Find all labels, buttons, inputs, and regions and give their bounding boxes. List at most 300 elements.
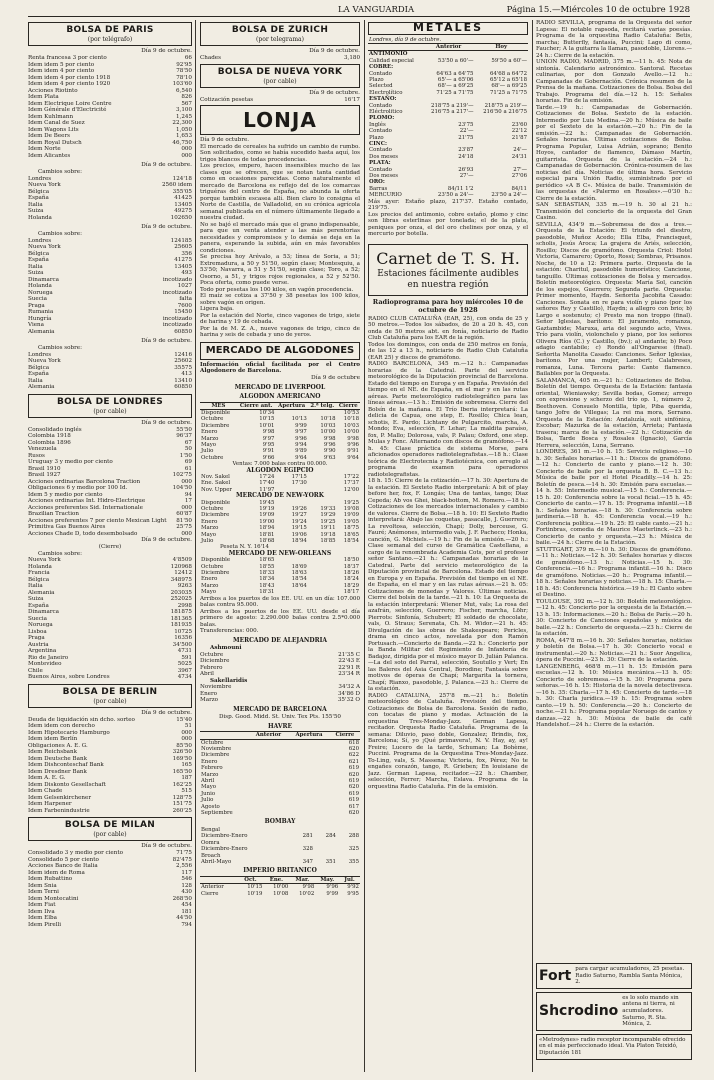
table-cell: 18'50 bbox=[343, 557, 359, 564]
table-cell: Julio bbox=[201, 448, 214, 455]
item-value: 181875 bbox=[170, 609, 192, 615]
item-label: Acciones preferentes Sid. Internationale bbox=[28, 504, 143, 511]
item-value: 181365 bbox=[170, 615, 192, 622]
advertisement bbox=[536, 992, 692, 1031]
item-label: Idem Ilva bbox=[28, 908, 55, 915]
table-cell: 19'09 bbox=[259, 512, 275, 519]
table-cell: 9'97 bbox=[262, 435, 275, 442]
item-label: Londres bbox=[28, 237, 52, 244]
table-cell: 71'25 a 71'75 bbox=[489, 89, 527, 96]
table-cell: 68'— a 69'25 bbox=[437, 83, 474, 90]
table-cell: 18'64 bbox=[291, 582, 307, 589]
cambios-date: Día 9 de octubre. bbox=[141, 162, 192, 168]
table-cell: 9'63 bbox=[323, 454, 336, 461]
imperio-table bbox=[200, 876, 360, 897]
item-value: 44'50 bbox=[176, 915, 192, 921]
table-cell: 68'— a 69'25 bbox=[491, 83, 527, 90]
table-cell: 9'96 bbox=[347, 441, 359, 448]
table-cell: 10'34 bbox=[259, 409, 275, 416]
metal-group-name: ORO: bbox=[369, 179, 385, 186]
liverpool-sub: ALGODON AMERICANO bbox=[239, 393, 321, 400]
item-value: 17 bbox=[184, 498, 192, 504]
table-cell: 59'50 a 60'— bbox=[491, 57, 527, 64]
table-cell: 22'12 bbox=[511, 128, 527, 135]
paragraph: Los precios, empero, hacen insensibles mucho de las clases que se ofrecen, que se notan tanta cantidad como en ocasiones parecidas. Como naturalmente el mercado de Barcelona es reflejo del de los comarcas triguéras del centro de España, no abunda la oferta porque también escasea allí. Bien claro lo consigna el Norte de Castilla, de Valladolid, en su crónica agrícola semanal publicada en el número últimamente llegado a nuestra ciudad. bbox=[200, 163, 360, 221]
table-cell: 19'27 bbox=[291, 512, 307, 519]
item-value: 16'17 bbox=[344, 96, 360, 103]
table-cell: Contado bbox=[369, 70, 392, 77]
item-label: Italia bbox=[28, 263, 43, 270]
table-cell: 622 bbox=[348, 752, 359, 759]
table-cell: Nov. Upper bbox=[201, 486, 233, 493]
item-label: Londres bbox=[28, 351, 52, 358]
item-label: Suiza bbox=[28, 270, 44, 276]
table-cell: Oomra bbox=[201, 839, 220, 846]
item-label: Deuda de liquidación sin dcho. sorteo bbox=[28, 716, 135, 723]
table-cell: 9'98 bbox=[347, 435, 359, 442]
table-row bbox=[200, 810, 360, 816]
item-value: 60'87 bbox=[176, 511, 192, 517]
table-cell: 10'02 bbox=[299, 890, 315, 897]
table-cell: 10'03 bbox=[320, 422, 336, 429]
table-cell: 9'99 bbox=[326, 890, 339, 897]
item-value: 1,245 bbox=[175, 113, 192, 120]
item-value: 51 bbox=[184, 723, 192, 729]
item-label: Italia bbox=[28, 583, 43, 589]
table-cell: 21'75 bbox=[458, 134, 474, 141]
radio-program-part-1 bbox=[368, 316, 528, 791]
table-cell: Junio bbox=[201, 790, 216, 797]
item-value: 15450 bbox=[174, 309, 192, 315]
paragraph: TOULOUSE, 392 m.—12 h. 30: Boletín meteorológico.—12 h. 45: Concierto por la orquesta de la Estación.—13 h. 15: Informaciones.—20 h.: Bolsa de París.—20 h. 30: Concierto de Canciones españolas y música de baile.—22 h.: Concierto de orquesta.—23 h.: Cierre de la estación. bbox=[536, 598, 692, 637]
table-cell: 19'15 bbox=[291, 525, 307, 532]
table-cell: 18'31 bbox=[259, 589, 275, 596]
metal-group-name: PLOMO: bbox=[369, 115, 395, 122]
list-item bbox=[200, 55, 360, 62]
orleans-title: MERCADO DE NEW-ORLEANS bbox=[228, 549, 332, 557]
table-header-cell: May. bbox=[315, 876, 339, 883]
column-2 bbox=[200, 20, 360, 897]
table-header-cell: Anterior bbox=[249, 732, 288, 739]
table-cell bbox=[288, 810, 330, 816]
metal-group-name: CINC: bbox=[369, 141, 388, 147]
barcelona-title: MERCADO DE BARCELONA bbox=[233, 705, 327, 713]
paragraph: Por la estación del Norte, cinco vagones de trigo, siete de harina y 19 de cebada. bbox=[200, 312, 360, 325]
table-cell: Barras bbox=[369, 185, 388, 192]
lonja-date: Día 9 de octubre. bbox=[200, 137, 250, 143]
table-cell: 9'99 bbox=[295, 422, 307, 429]
metales-date: Londres, día 9 de octubre. bbox=[369, 36, 442, 43]
item-value: 22'43 E bbox=[338, 658, 360, 665]
item-label: Praga bbox=[28, 302, 45, 309]
paragraph: RADIO CLUB CATALUÑA (EAR, 25), con onda de 25 y 50 metros.—Todos los sábados, de 20 a 20 h. 45, con onda de 50 metros abt. en fonía, noticiario de Radio Club Cataluña para los EAR de la región. bbox=[368, 315, 528, 342]
table-cell: Enero bbox=[201, 429, 218, 436]
table-cell: 216'75 a 217'— bbox=[431, 108, 474, 115]
table-cell: 9'90 bbox=[323, 448, 336, 455]
advertisement bbox=[536, 963, 692, 989]
table-cell: Anterior bbox=[201, 884, 224, 891]
barcelona-line: Disp. Good. Midd. St. Univ. Tex Pts. 155'50 bbox=[219, 714, 341, 721]
item-value: 22'91 R bbox=[338, 664, 360, 671]
list-item bbox=[28, 384, 192, 391]
table-cell: 328 bbox=[302, 846, 313, 853]
item-label: Montevideo bbox=[28, 661, 62, 667]
item-value: 23'34 R bbox=[338, 671, 360, 678]
table-cell: 18'24 bbox=[343, 576, 359, 583]
milan-date: Día 9 de octubre. bbox=[141, 843, 192, 849]
table-cell: Septiembre bbox=[201, 810, 233, 817]
table-cell: Febrero bbox=[201, 765, 223, 772]
table-cell: 9'94 bbox=[295, 441, 307, 448]
table-row bbox=[200, 859, 360, 865]
item-value: 50 bbox=[184, 446, 192, 452]
table-cell: 9'91 bbox=[347, 448, 359, 455]
paragraph: El maíz se cotiza a 37'50 y 38 pesetas los 100 kilos, sobre vagón en origen. bbox=[200, 293, 360, 306]
item-label: Noviembre bbox=[200, 684, 232, 691]
item-value: 2998 bbox=[177, 602, 192, 609]
item-value: 1,050 bbox=[175, 126, 192, 133]
paragraph: Más ayer: Estaño plazo, 217'37. Estaño contado, 219'75. bbox=[368, 198, 528, 212]
item-label: Holanda bbox=[28, 563, 52, 570]
item-value: 120968 bbox=[170, 563, 192, 570]
paris-date: Día 9 de octubre. bbox=[141, 48, 192, 54]
table-cell: 19'24 bbox=[291, 518, 307, 525]
item-label: Consolidado 5 por ciento bbox=[28, 856, 99, 863]
table-cell: Octubre bbox=[201, 739, 224, 746]
paris-cambios bbox=[28, 162, 192, 391]
table-cell: 18'29 bbox=[343, 582, 359, 589]
list-item bbox=[28, 215, 192, 222]
table-cell: 18'75 bbox=[343, 525, 359, 532]
table-cell: 9'66 bbox=[262, 454, 275, 461]
paris-list bbox=[28, 55, 192, 159]
paragraph: Transferencias: 000. bbox=[200, 628, 259, 635]
table-cell: 9'96 bbox=[323, 441, 336, 448]
table-cell: 19'25 bbox=[320, 518, 336, 525]
paragraph: LONDRES, 361 m.—10 h. 15: Servicio religioso.—10 h. 30: Señales horarias.—11 h.: Discos de gramófono.—12 h.: Concierto de canto y piano.—12 h. 30: Concierto de baile por la orquesta B. B. C.—13 h.: Música de baile por el Hotel Picadilly.—14 h. 25: Boletín de pesca.—14 h. 30: Emisión para escuelas.—14 h. 55: Intermedio musical.—15 h.: Conferencia.—15 h. 20: Conferencia sobre la vocal ficial.—15 h. 45: Concierto de canto.—17 h. 15: Programa infantil.—18 h.: Señales horarias.—18 h. 30: Conferencia sobre jardinería.—18 h. 45: Conferencia vocal.—19 h.: Conferencia política.—19 h. 25: El cable canto.—21 h.: Fortinbras, comedia de Maurice Maeterlinck.—23 h.: Concierto de canto y orquesta.—23 h.: Música de baile.—24 h.: Cierre de la Estación. bbox=[536, 449, 692, 546]
table-header-cell: Cierre bbox=[330, 732, 360, 739]
zurich-title: BOLSA DE ZURICH bbox=[231, 25, 329, 35]
table-cell: Diciembre-Enero bbox=[201, 846, 248, 853]
table-header-cell: Oct. bbox=[237, 876, 263, 883]
item-value: 61 bbox=[184, 465, 192, 472]
item-value: 3,180 bbox=[343, 55, 360, 61]
item-value: 35575 bbox=[174, 364, 192, 371]
table-cell: 19'11 bbox=[320, 525, 336, 532]
table-cell: 10'00 bbox=[320, 429, 336, 436]
table-cell: Inglés bbox=[369, 121, 386, 128]
paragraph: SAN SEBASTIAN, 335 m.—19 h. 30 al 21 h.: Transmisión del concierto de la orquesta del Gran Casino. bbox=[536, 202, 692, 221]
item-label: Italia bbox=[28, 377, 43, 384]
alejandria-list-2 bbox=[200, 684, 360, 704]
table-cell: Diciembre-Enero bbox=[201, 833, 248, 840]
table-cell: 19'18 bbox=[320, 531, 336, 538]
table-cell bbox=[275, 409, 307, 416]
item-label: Idem Chade bbox=[28, 788, 63, 794]
berlin-sub: (por cable) bbox=[93, 697, 127, 705]
item-label: Venezuela bbox=[28, 446, 57, 452]
table-cell: MERCURIO bbox=[369, 192, 402, 199]
londres-sub: (por cable) bbox=[93, 407, 127, 415]
table-cell: 620 bbox=[348, 746, 359, 752]
column-3 bbox=[368, 20, 528, 790]
table-cell: 71'25 a 71'75 bbox=[436, 89, 474, 96]
item-label: Suiza bbox=[28, 596, 44, 602]
item-value: 60850 bbox=[174, 384, 192, 390]
table-cell: Broach bbox=[201, 852, 221, 859]
item-value: 4734 bbox=[177, 674, 192, 680]
item-value: 151'75 bbox=[172, 801, 192, 807]
imperio-title: IMPERIO BRITANICO bbox=[243, 867, 317, 875]
item-label: Idem Gelsenkirchener bbox=[28, 794, 92, 801]
table-cell: 17'40 bbox=[259, 480, 275, 487]
table-cell: 19'05 bbox=[343, 518, 359, 525]
radio-program-heading: Radioprograma para hoy miércoles 10 de octubre de 1928 bbox=[372, 297, 524, 314]
item-value: 165 bbox=[181, 762, 192, 768]
table-cell: 618 bbox=[348, 739, 359, 746]
table-cell: 10'03 bbox=[343, 422, 359, 429]
item-label: Febrero bbox=[200, 664, 223, 671]
table-cell: Eléctrolitico bbox=[369, 108, 403, 115]
cambios-list bbox=[28, 176, 192, 222]
londres-cierre-date: Día 9 de octubre. bbox=[141, 537, 192, 543]
item-label: Abril bbox=[200, 671, 214, 678]
item-label: Suecia bbox=[28, 296, 48, 302]
lonja-title: LONJA bbox=[243, 108, 317, 132]
table-cell: 18'37 bbox=[343, 563, 359, 570]
item-value: 15'40 bbox=[176, 716, 192, 723]
item-value: 96'37 bbox=[176, 433, 192, 439]
item-label: Austria bbox=[28, 641, 49, 648]
item-value: 000 bbox=[181, 530, 192, 537]
radio-program-part-2 bbox=[536, 20, 692, 960]
item-value: 128 bbox=[181, 882, 192, 889]
algodones-title: MERCADO DE ALGODONES bbox=[205, 344, 355, 356]
table-cell: 620 bbox=[348, 784, 359, 791]
item-value: 268'50 bbox=[172, 895, 192, 902]
paragraph: Todo por pesetas los 100 kilos, en vagón procedencia. bbox=[200, 286, 354, 293]
metal-group-name: COBRE: bbox=[369, 64, 394, 71]
item-value: 41275 bbox=[174, 257, 192, 263]
table-row bbox=[200, 891, 360, 897]
table-cell: Dos meses bbox=[369, 173, 399, 180]
table-cell: 619 bbox=[348, 790, 359, 797]
item-label: España bbox=[28, 195, 49, 201]
table-cell: 18'85 bbox=[320, 538, 336, 545]
paris-title: BOLSA DE PARIS bbox=[66, 25, 154, 35]
item-value: 34'86 D bbox=[337, 690, 360, 697]
table-header-cell: Ene. bbox=[263, 876, 289, 883]
item-label: España bbox=[28, 602, 49, 609]
table-cell: 19'08 bbox=[343, 506, 359, 512]
table-cell: Marzo bbox=[201, 435, 219, 442]
table-cell: Marzo bbox=[201, 771, 219, 778]
carnet-title: Carnet de T. S. H. bbox=[376, 248, 520, 268]
list-item bbox=[200, 697, 360, 704]
table-header-cell bbox=[200, 876, 237, 883]
table-cell: Cierre bbox=[201, 890, 219, 897]
table-cell: 22'— bbox=[459, 128, 474, 135]
table-cell: 19'09 bbox=[343, 512, 359, 519]
bombay-table bbox=[200, 827, 360, 865]
alejandria-list-1 bbox=[200, 652, 360, 678]
item-value: 22,300 bbox=[172, 120, 192, 126]
table-cell: 10'15 bbox=[247, 884, 263, 891]
cambios-date: Día 9 de octubre. bbox=[141, 338, 192, 344]
item-label: Enero bbox=[200, 690, 218, 697]
item-value: 000 bbox=[181, 152, 192, 159]
item-label: Bélgica bbox=[28, 188, 50, 195]
item-value: 260'25 bbox=[172, 807, 192, 814]
list-item bbox=[28, 329, 192, 336]
item-label: Italia bbox=[28, 201, 43, 208]
item-value: 82'475 bbox=[172, 856, 192, 863]
item-label: Diciembre bbox=[200, 658, 230, 665]
table-cell: 18'94 bbox=[259, 525, 275, 532]
item-value: 546 bbox=[181, 876, 192, 882]
item-value: 6,540 bbox=[175, 87, 192, 94]
table-cell: 621 bbox=[348, 758, 359, 765]
item-label: Alemania bbox=[28, 589, 55, 596]
table-cell: 9'92 bbox=[347, 884, 359, 891]
table-cell: Mayo bbox=[201, 441, 217, 448]
table-cell: 10'13 bbox=[291, 416, 307, 423]
item-value: 46,750 bbox=[172, 139, 192, 146]
paragraph: Arribos a los puertos de los EE. UU. en un día: 107.000 balas contra 95.000. bbox=[200, 595, 360, 609]
item-value: 567 bbox=[181, 100, 192, 107]
newyork-box bbox=[200, 64, 360, 88]
item-value: 4731 bbox=[177, 648, 192, 654]
item-label: Acciones Riotinto bbox=[28, 87, 78, 94]
table-cell bbox=[249, 739, 288, 746]
item-value: 413 bbox=[181, 371, 192, 377]
table-cell: 347 bbox=[302, 859, 313, 865]
item-label: Idem Reichsbank bbox=[28, 749, 78, 755]
table-cell: 10'18 bbox=[343, 416, 359, 423]
item-value: 25'75 bbox=[176, 524, 192, 530]
paragraph: ROMA, 447'8 m.—16 h. 30: Señales horarias, noticias y boletín de Bolsa.—17 h. 30: Concierto vocal e instrumental.—20 h.: Noticias.—21 h.: Suor Angelica, ópera de Puccini.—23 h. 30: Cierre de la estación. bbox=[536, 637, 692, 663]
lonja-box bbox=[200, 105, 360, 135]
table-cell: 65'— a 65'06 bbox=[437, 76, 474, 83]
table-cell: Contado bbox=[369, 128, 392, 135]
table-cell: Agosto bbox=[201, 803, 220, 810]
item-label: Rio de Janeiro bbox=[28, 654, 69, 661]
table-cell: 281 bbox=[302, 833, 313, 840]
table-cell: Plazo bbox=[369, 76, 384, 83]
item-label: Idem Dishconteschaf Bank bbox=[28, 762, 104, 768]
algodones-intro: Información oficial facilitada por el Centro Algodonero de Barcelona. bbox=[200, 361, 360, 374]
table-cell: Diciembre bbox=[201, 512, 230, 519]
item-label: Holanda bbox=[28, 214, 52, 221]
item-value: 128'75 bbox=[172, 794, 192, 801]
item-value: 69 bbox=[184, 459, 192, 465]
header-right: Página 15.—Miércoles 10 de octubre 1928 bbox=[506, 5, 690, 15]
table-cell: 84/11 bbox=[511, 185, 527, 192]
item-value: incotizado bbox=[162, 289, 192, 296]
item-value: 55'50 bbox=[176, 426, 192, 433]
ad-logo: Fort bbox=[539, 967, 572, 984]
table-cell: 10'08 bbox=[273, 890, 289, 897]
metal-group-name: PLATA: bbox=[369, 160, 391, 167]
item-value: 000 bbox=[181, 146, 192, 152]
item-value: 515 bbox=[181, 788, 192, 794]
item-value: 326'50 bbox=[172, 749, 192, 755]
item-label: Suiza bbox=[28, 208, 44, 214]
table-cell: 18'63 bbox=[291, 570, 307, 577]
item-value: 16356 bbox=[174, 635, 192, 641]
table-cell: Selected bbox=[369, 83, 393, 90]
advertisement bbox=[536, 1034, 692, 1060]
item-value: 13410 bbox=[174, 377, 192, 384]
table-cell: 23'87 bbox=[458, 147, 474, 154]
item-value: 13405 bbox=[174, 263, 192, 270]
table-cell: 288 bbox=[348, 833, 359, 840]
item-label: Rusos bbox=[28, 452, 45, 459]
paragraph: Ligera baja. bbox=[200, 306, 234, 312]
ad-text: «Metrodynes» radio receptor incomparable ofrecido en el más perfeccionado ideal. Via Platon Teixidó, Diputación 181 bbox=[539, 1036, 686, 1056]
item-label: Acciones Banco de Italia bbox=[28, 863, 98, 869]
londres-box bbox=[28, 394, 192, 418]
table-cell: Calidad especial bbox=[369, 57, 414, 64]
ad-text: para cargar acumuladores, 25 pesetas. Radio Saturno, Rambla Santa Mónica, 2. bbox=[575, 966, 685, 986]
table-cell: 11'97 bbox=[259, 486, 275, 493]
item-label: Bélgica bbox=[28, 364, 50, 371]
londres-title: BOLSA DE LONDRES bbox=[56, 396, 163, 407]
table-cell: Enero bbox=[201, 576, 218, 583]
berlin-box bbox=[28, 684, 192, 708]
item-value: incotizado bbox=[162, 315, 192, 322]
item-value: 25605 bbox=[174, 244, 192, 250]
item-value: 94 bbox=[184, 491, 192, 498]
item-value: 102650 bbox=[170, 214, 192, 221]
paragraph: SALAMANCA, 405 m.—21 h.: Cotizaciones de Bolsa. Boletín del tiempo. Orquesta de la Estación: fantasía oriental, Wieniawsky; Sevilla bodas, Gomez; arrego con expresione y scherzo del trío op. 1, número 2, Beethoven. Consuelo Montilla, tiple, Piba querida, tango Jofre de Villegas; La rei ma mora, Serrano. Orquesta de la Estación: Andaluzía, suit sinfónica, Escobar; Mazurka de la estación, Arrieta; Fantasía trasera; marca de la estación.—22 h.: Cotización de Bolsa, Tarde Bosca y Rosales (Ignacio), García Herrera, selección, Luna, Serrano. bbox=[536, 377, 692, 449]
table-row bbox=[200, 884, 360, 891]
table-row bbox=[368, 83, 528, 89]
table-cell: 84/11 1'2 bbox=[447, 185, 474, 192]
table-cell: 619 bbox=[348, 778, 359, 785]
milan-title: BOLSA DE MILAN bbox=[64, 820, 156, 830]
table-cell: 10'53 bbox=[343, 409, 359, 416]
table-cell: Enero bbox=[201, 758, 218, 765]
table-cell: 53'50 a 60'— bbox=[437, 57, 474, 64]
milan-sub: (por cable) bbox=[93, 831, 127, 838]
item-label: Nueva York bbox=[28, 244, 61, 250]
item-label: Idem Pirelli bbox=[28, 921, 62, 928]
table-cell: Mayo bbox=[201, 589, 217, 596]
milan-box bbox=[28, 817, 192, 841]
table-cell: 10'18 bbox=[320, 416, 336, 423]
item-value: 21'35 C bbox=[338, 651, 360, 658]
table-cell: 23'60 bbox=[511, 121, 527, 128]
item-label: Francia bbox=[28, 570, 50, 576]
metales-box bbox=[368, 22, 528, 35]
table-cell: 27'— bbox=[459, 173, 474, 180]
zurich-date: Día 9 de octubre. bbox=[309, 48, 360, 54]
list-item bbox=[28, 808, 192, 815]
item-label: Colombia 1896 bbox=[28, 439, 71, 446]
table-cell: 9'97 bbox=[295, 429, 307, 436]
item-label: España bbox=[28, 257, 49, 263]
item-value: 165'50 bbox=[172, 768, 192, 775]
table-cell: Noviembre bbox=[201, 746, 232, 752]
item-value: 71'75 bbox=[176, 850, 192, 856]
metales-title: METALES bbox=[412, 21, 484, 34]
table-cell: 27'— bbox=[513, 166, 527, 173]
item-label: Idem De Beers bbox=[28, 133, 71, 139]
column-4 bbox=[536, 20, 692, 1072]
table-cell: 9'91 bbox=[262, 448, 275, 455]
item-label: Hungría bbox=[28, 315, 52, 322]
